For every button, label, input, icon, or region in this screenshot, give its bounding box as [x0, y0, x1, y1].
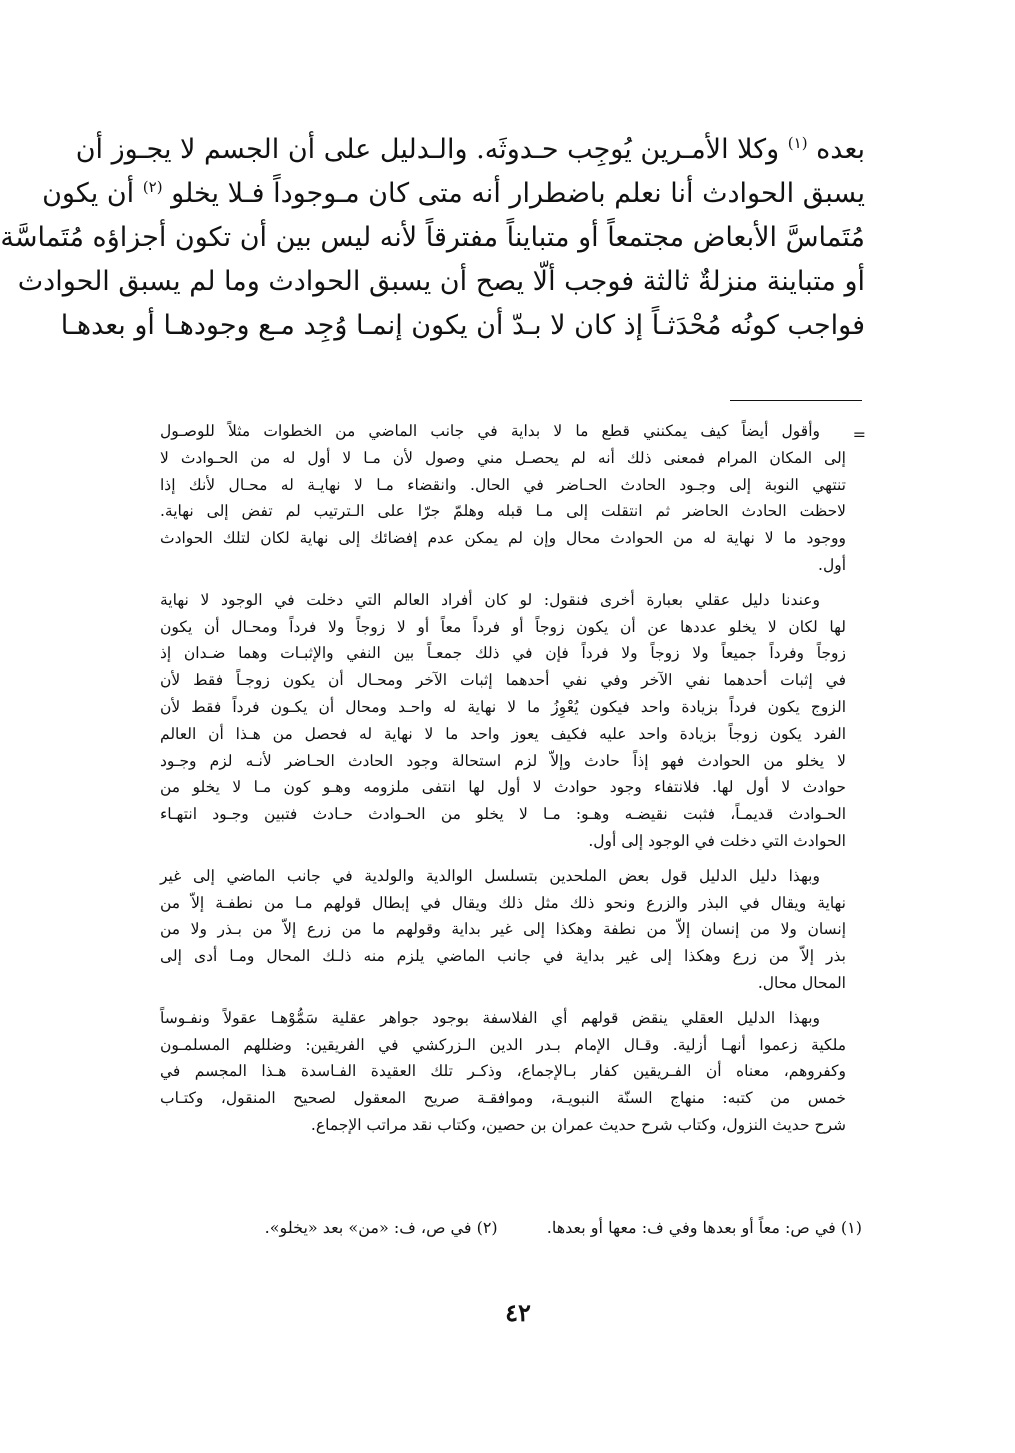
note-line: الحـوادث قديمـاً، فثبت نقيضـه وهـو: مـا لا يخلو من الحـوادث حـادث فتبين وجـود انتهـاء — [160, 805, 846, 824]
note-line: وبهذا دليل الدليل قول بعض الملحدين بتسلسل الوالدية والولدية في جانب الماضي إلى غير — [160, 866, 820, 885]
note-line: ووجود ما لا نهاية له من الحوادث محال وإن لم يمكن عدم إفضائك إلى نهاية لكان لتلك الحوادث — [160, 529, 846, 548]
note-line: لها لكان لا يخلو عددها عن أن يكون زوجاً أو فرداً معاً أو لا زوجاً ولا فرداً ومحـال أن يكون — [160, 617, 846, 636]
main-text — [0, 128, 865, 348]
page-number: ٤٢ — [505, 1298, 531, 1327]
note-line: وكفروهم، معناه أن الفـريقين كفار بـالإجماع، وذكـر تلك العقيدة الفـاسدة هـذا المجسم في — [160, 1062, 846, 1081]
footnote-2: (٢) في ص، ف: «من» بعد «يخلو». — [264, 1218, 498, 1237]
note-line: الفرد يكون زوجاً بزيادة واحد عليه فكيف يعوز واحد ما لا نهاية له فحصل من هـذا أن العالم — [160, 724, 846, 743]
note-line: إنسان ولا من إنسان إلاّ من نطفة وهكذا إلى غير بداية وقولهم ما من زرع إلاّ من بـذر ولا من — [160, 920, 846, 939]
note-paragraph — [160, 418, 846, 579]
note-line: خمس من كتبه: منهاج السنّة النبويـة، وموافقـة صريح المعقول لصحيح المنقول، وكتـاب — [160, 1089, 846, 1108]
note-line: تنتهي النوبة إلى وجـود الحادث الحـاضر في الحال. وانقضاء مـا لا نهايـة له محـال لأنك إذا — [160, 475, 846, 494]
note-line: في إثبات أحدهما نفي الآخر وفي نفي أحدهما إثبات الآخر ومحـال أن يكون زوجـاً فقط لأن — [160, 671, 846, 690]
main-text-line: فواجب كونُه مُحْدَثـاً إذ كان لا بـدّ أن يكون إنمـا وُجِد مـع وجودهـا أو بعدهـا — [60, 310, 865, 341]
note-line: الزوج يكون فرداً بزيادة واحد فيكون يُعْوِزُ ما لا نهاية له واحـد ومحال أن يكـون فرداً فقط لأن — [160, 697, 846, 716]
note-line: وبهذا الدليل العقلي ينقض قولهم أي الفلاسفة بوجود جواهر عقلية سَمُّوْهـا عقولاً ونفـوساً — [160, 1008, 820, 1027]
footnote-ref-1: (١) — [787, 134, 808, 152]
note-paragraph — [160, 587, 846, 855]
note-line: لا يخلو من الحوادث فهو إذاً حادث وإلاّ لزم استحالة وجود الحادث الحـاضر لأنـه لزم وجـود — [160, 751, 846, 770]
note-line: المحال محال. — [757, 973, 846, 992]
main-text-line: أو متباينة منزلةٌ ثالثة فوجب ألّا يصح أن يسبق الحوادث وما لم يسبق الحوادث — [17, 266, 865, 297]
note-line: زوجاً وفرداً جميعاً ولا زوجاً ولا فرداً فإن في ذلك جمعـاً بين النفي والإثبـات وهما ضـدان إذ — [160, 644, 846, 663]
main-text-line: يسبق الحوادث أنا نعلم باضطرار أنه متى كان مـوجوداً فـلا يخلو $^{(٢)}$ أن يكون — [42, 178, 865, 209]
footnote-1: (١) في ص: معاً أو بعدها وفي ف: معها أو بعدها. — [546, 1218, 862, 1237]
note-line: وعندنا دليل عقلي بعبارة أخرى فنقول: لو كان أفراد العالم التي دخلت في الوجود لا نهاية — [160, 590, 820, 609]
footnote-separator — [730, 400, 862, 401]
note-paragraph — [160, 1005, 846, 1139]
footnotes — [264, 1216, 862, 1240]
note-line: وأقول أيضاً كيف يمكنني قطع ما لا بداية في جانب الماضي من الخطوات مثلاً للوصـول — [160, 422, 820, 440]
note-line: الحوادث التي دخلت في الوجود إلى أول. — [588, 831, 846, 850]
main-text-line: بعده $^{(١)}$ وكلا الأمـرين يُوجِب حـدوثَه. والـدليل على أن الجسم لا يجـوز أن — [75, 134, 865, 165]
note-line: ملكية زعموا أنهـا أزلية. وقـال الإمام بـدر الدين الـزركشي في الفريقين: وضللهم المسلمـون — [160, 1035, 846, 1054]
footnote-ref-2: (٢) — [142, 178, 163, 196]
document-page — [2, 0, 1015, 1453]
note-line: أول. — [818, 555, 846, 574]
commentary-notes — [160, 418, 866, 1147]
note-line: شرح حديث النزول، وكتاب شرح حديث عمران بن حصين، وكتاب نقد مراتب الإجماع. — [310, 1115, 846, 1134]
note-line: لاحظت الحادث الحاضر ثم انتقلت إلى مـا قبله وهلمّ جرّا على الـترتيب لم تفض إلى نهاية. — [160, 502, 846, 521]
note-line: بذر إلاّ من زرع وهكذا إلى غير بداية في جانب الماضي يلزم منه ذلـك المحال ومـا أدى إلى — [160, 947, 846, 966]
main-text-line: مُتَماسَّ الأبعاض مجتمعاً أو متبايناً مفترقاً لأنه ليس بين أن تكون أجزاؤه مُتَماسَّة — [0, 222, 865, 253]
note-line: حوادث لا أول لها. فلانتفاء وجود حوادث لا أول لها انتفى ملزومه وهـو كون مـا لا يخلو من — [160, 778, 846, 797]
note-line: نهاية ويقال في البذر والزرع ونحو ذلك مثل ذلك ويقال في إبطال قولهم مـا من نطفـة إلاّ من — [160, 893, 846, 912]
note-paragraph — [160, 863, 846, 997]
note-line: إلى المكان المرام فمعنى ذلك أنه لم يحصـل مني وصول لأن مـا لا أول له من الحـوادث لا — [160, 448, 846, 467]
continuation-marker: = — [852, 425, 866, 444]
